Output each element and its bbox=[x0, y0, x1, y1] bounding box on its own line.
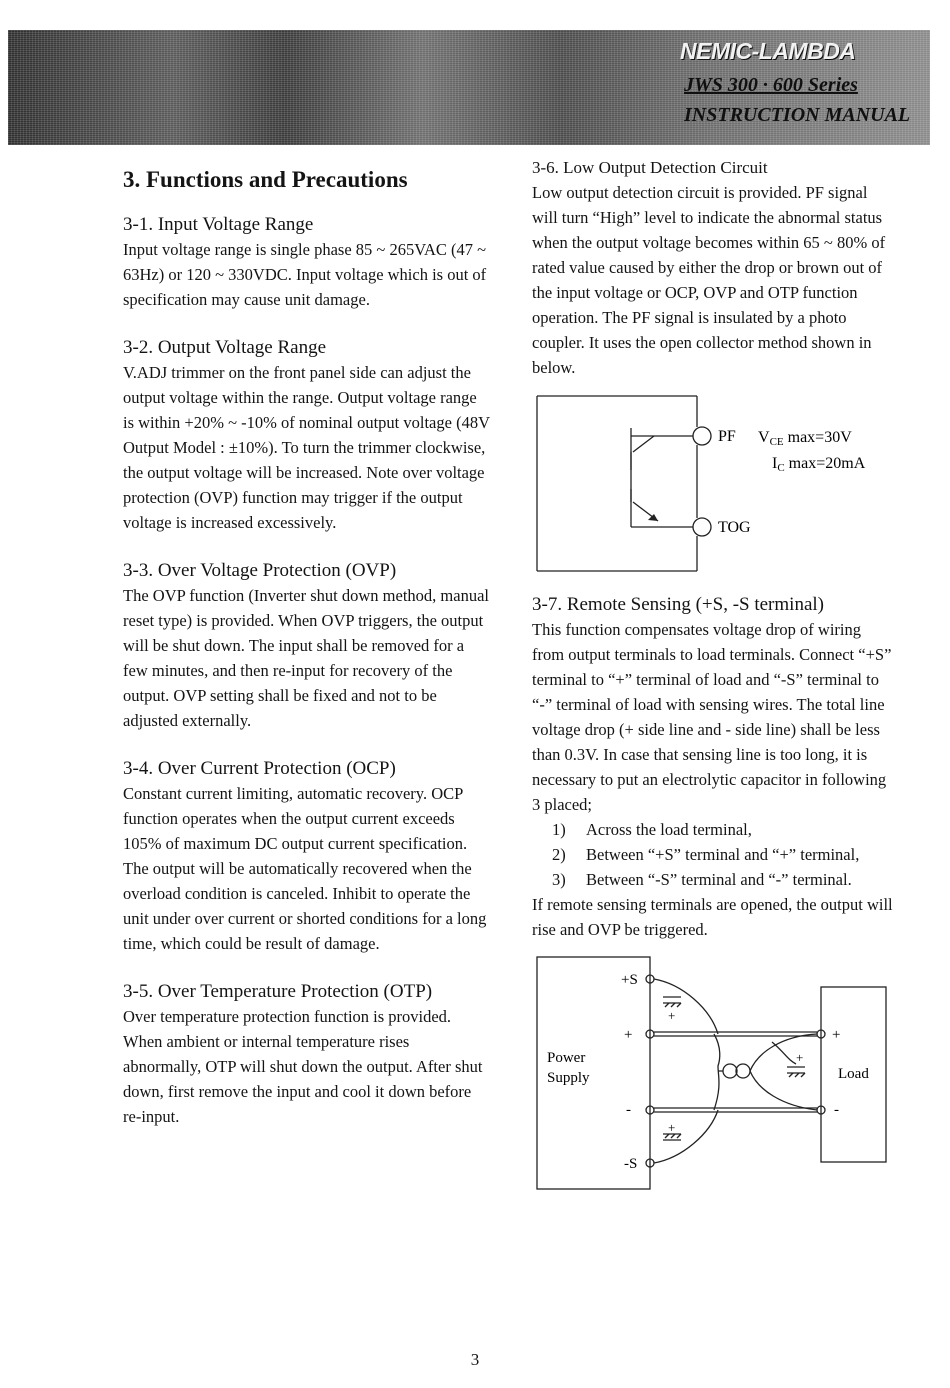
series-title: JWS 300 · 600 Series bbox=[684, 74, 858, 96]
plus-terminal-label: + bbox=[624, 1027, 633, 1043]
load-minus-label: - bbox=[834, 1102, 839, 1118]
left-column bbox=[123, 166, 491, 1152]
section-ocp bbox=[123, 756, 491, 956]
section-body: Constant current limiting, automatic recovery. OCP function operates when the output current exceeds 105% of maximum DC output current specification. The output will be automatically recovered when the overload condition is canceled. Inhibit to operate the unit under over current or shorted conditions for a long time, which could be result of damage. bbox=[123, 784, 487, 953]
load-label: Load bbox=[838, 1066, 869, 1082]
chapter-title: 3. Functions and Precautions bbox=[123, 167, 408, 192]
section-output-voltage bbox=[123, 335, 491, 535]
brand-logo: NEMIC-LAMBDA bbox=[680, 38, 856, 64]
section-body: V.ADJ trimmer on the front panel side can adjust the output voltage within the range. Output voltage range is within +20% ~ -10% of nominal output voltage (48V Output Model : ±10%). To turn the trimmer clockwise, the output voltage will be increased. Note over voltage protection (OVP) function may trigger if the output voltage is increased excessively. bbox=[123, 363, 490, 532]
tog-terminal-icon bbox=[693, 518, 711, 536]
section-body: Low output detection circuit is provided. PF signal will turn “High” level to indicate the abnormal status when the output voltage becomes within 65 ~ 80% of rated value caused by either the drop or brown out of the input voltage or OCP, OVP and OTP function operation. The PF signal is insulated by a photo coupler. It uses the open collector method shown in below. bbox=[532, 183, 886, 377]
power-supply-label: Power bbox=[547, 1050, 586, 1066]
section-title: 3-4. Over Current Protection (OCP) bbox=[123, 758, 396, 779]
capacitor-icon bbox=[787, 1067, 805, 1077]
plus-s-terminal-label: +S bbox=[621, 972, 638, 988]
section-title: 3-5. Over Temperature Protection (OTP) bbox=[123, 981, 433, 1002]
list-item: 3) Between “-S” terminal and “-” terminal. bbox=[552, 870, 852, 889]
remote-sensing-wiring-diagram bbox=[532, 952, 894, 1192]
list-item: 1) Across the load terminal, bbox=[552, 820, 752, 839]
power-supply-label: Supply bbox=[547, 1070, 590, 1086]
section-body: Input voltage range is single phase 85 ~ 265VAC (47 ~ 63Hz) or 120 ~ 330VDC. Input voltage which is out of specification may cause unit damage. bbox=[123, 240, 487, 309]
section-title: 3-7. Remote Sensing (+S, -S terminal) bbox=[532, 594, 824, 615]
section-title: 3-3. Over Voltage Protection (OVP) bbox=[123, 560, 397, 581]
section-ovp bbox=[123, 558, 491, 733]
header-banner bbox=[8, 30, 930, 145]
minus-terminal-label: - bbox=[626, 1102, 631, 1118]
ic-rating: IC max=20mA bbox=[772, 455, 866, 474]
section-otp bbox=[123, 979, 491, 1129]
capacitor-placement-list bbox=[532, 817, 894, 892]
list-item: 2) Between “+S” terminal and “+” terminal, bbox=[552, 845, 860, 864]
manual-title: INSTRUCTION MANUAL bbox=[684, 104, 911, 126]
capacitor-icon bbox=[663, 997, 681, 1007]
pf-open-collector-diagram bbox=[532, 394, 894, 574]
section-title: 3-1. Input Voltage Range bbox=[123, 214, 314, 235]
right-column bbox=[532, 155, 894, 1192]
section-note: If remote sensing terminals are opened, the output will rise and OVP be triggered. bbox=[532, 895, 893, 939]
section-input-voltage bbox=[123, 212, 491, 312]
pf-terminal-icon bbox=[693, 427, 711, 445]
section-body: This function compensates voltage drop of wiring from output terminals to load terminals. Connect “+S” terminal to “+” terminal of load and “-S” terminal to “-” terminal of load with sensing wires. The total line voltage drop (+ side line and - side line) shall be less than 0.3V. In case that sensing line is too long, it is necessary to put an electrolytic capacitor in following 3 placed; bbox=[532, 620, 892, 814]
section-title: 3-2. Output Voltage Range bbox=[123, 337, 326, 358]
section-body: Over temperature protection function is provided. When ambient or internal temperature rises abnormally, OTP will shut down the output. After shut down, first remove the input and cool it down before re-input. bbox=[123, 1007, 483, 1126]
load-plus-label: + bbox=[832, 1027, 841, 1043]
pf-label: PF bbox=[718, 428, 736, 445]
section-title: 3-6. Low Output Detection Circuit bbox=[532, 158, 768, 177]
minus-s-terminal-label: -S bbox=[624, 1156, 638, 1172]
capacitor-polarity-label: + bbox=[796, 1050, 804, 1065]
page-number: 3 bbox=[470, 1350, 480, 1369]
tog-label: TOG bbox=[718, 519, 751, 536]
capacitor-polarity-label: + bbox=[668, 1120, 676, 1135]
vce-rating: VCE max=30V bbox=[758, 429, 852, 448]
section-remote-sensing bbox=[532, 592, 894, 942]
section-low-output-detection bbox=[532, 155, 894, 380]
section-body: The OVP function (Inverter shut down method, manual reset type) is provided. When OVP triggers, the output will be shut down. The input shall be removed for a few minutes, and then re-input for recovery of the output. OVP setting shall be fixed and not to be adjusted externally. bbox=[123, 586, 489, 730]
capacitor-polarity-label: + bbox=[668, 1008, 676, 1023]
